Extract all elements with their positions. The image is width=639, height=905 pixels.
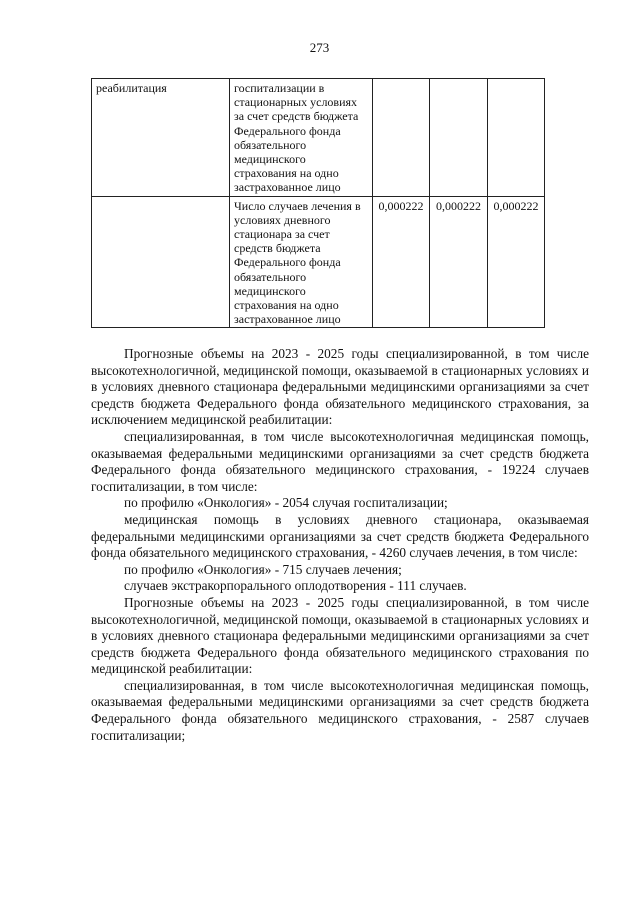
paragraph: случаев экстракорпорального оплодотворения - 111 случаев. <box>124 578 467 594</box>
table-cell: 0,000222 <box>430 196 488 328</box>
paragraph: специализированная, в том числе высокотехнологичная медицинская помощь, оказываемая федеральными медицинскими организациями за счет средств бюджета Федерального фонда обязательного медицинского страхования, - 2587 случаев госпитализации; <box>91 677 589 743</box>
paragraph: по профилю «Онкология» - 2054 случая госпитализации; <box>124 495 448 511</box>
paragraph: по профилю «Онкология» - 715 случаев лечения; <box>124 561 402 577</box>
table-cell: Число случаев лечения в условиях дневного стационара за счет средств бюджета Федерального фонда обязательного медицинского страхования на одно застрахованное лицо <box>230 196 373 328</box>
table-cell: 0,000222 <box>373 196 430 328</box>
table-cell: 0,000222 <box>488 196 545 328</box>
table-cell <box>488 79 545 197</box>
page-number: 273 <box>309 40 330 55</box>
body-text <box>91 346 589 744</box>
paragraph: специализированная, в том числе высокотехнологичная медицинская помощь, оказываемая федеральными медицинскими организациями за счет средств бюджета Федерального фонда обязательного медицинского страхования, - 19224 случаев госпитализации, в том числе: <box>91 428 589 494</box>
table-row <box>92 79 545 197</box>
continued-table <box>91 78 545 328</box>
table-cell: госпитализации в стационарных условиях за счет средств бюджета Федерального фонда обязательного медицинского страхования на одно застрахованное лицо <box>230 79 373 197</box>
paragraph: Прогнозные объемы на 2023 - 2025 годы специализированной, в том числе высокотехнологичной, медицинской помощи, оказываемой в стационарных условиях и в условиях дневного стационара федеральными медицинскими организациями за счет средств бюджета Федерального фонда обязательного медицинского страхования по медицинской реабилитации: <box>91 594 589 677</box>
table-cell <box>373 79 430 197</box>
table-cell <box>92 196 230 328</box>
paragraph: медицинская помощь в условиях дневного стационара, оказываемая федеральными медицинскими организациями за счет средств бюджета Федерального фонда обязательного медицинского страхования, - 4260 случаев лечения, в том числе: <box>91 511 589 561</box>
table-row <box>92 196 545 328</box>
table-cell <box>430 79 488 197</box>
table-cell: реабилитация <box>92 79 230 197</box>
paragraph: Прогнозные объемы на 2023 - 2025 годы специализированной, в том числе высокотехнологичной, медицинской помощи, оказываемой в стационарных условиях и в условиях дневного стационара федеральными медицинскими организациями за счет средств бюджета Федерального фонда обязательного медицинского страхования, за исключением медицинской реабилитации: <box>91 346 589 428</box>
